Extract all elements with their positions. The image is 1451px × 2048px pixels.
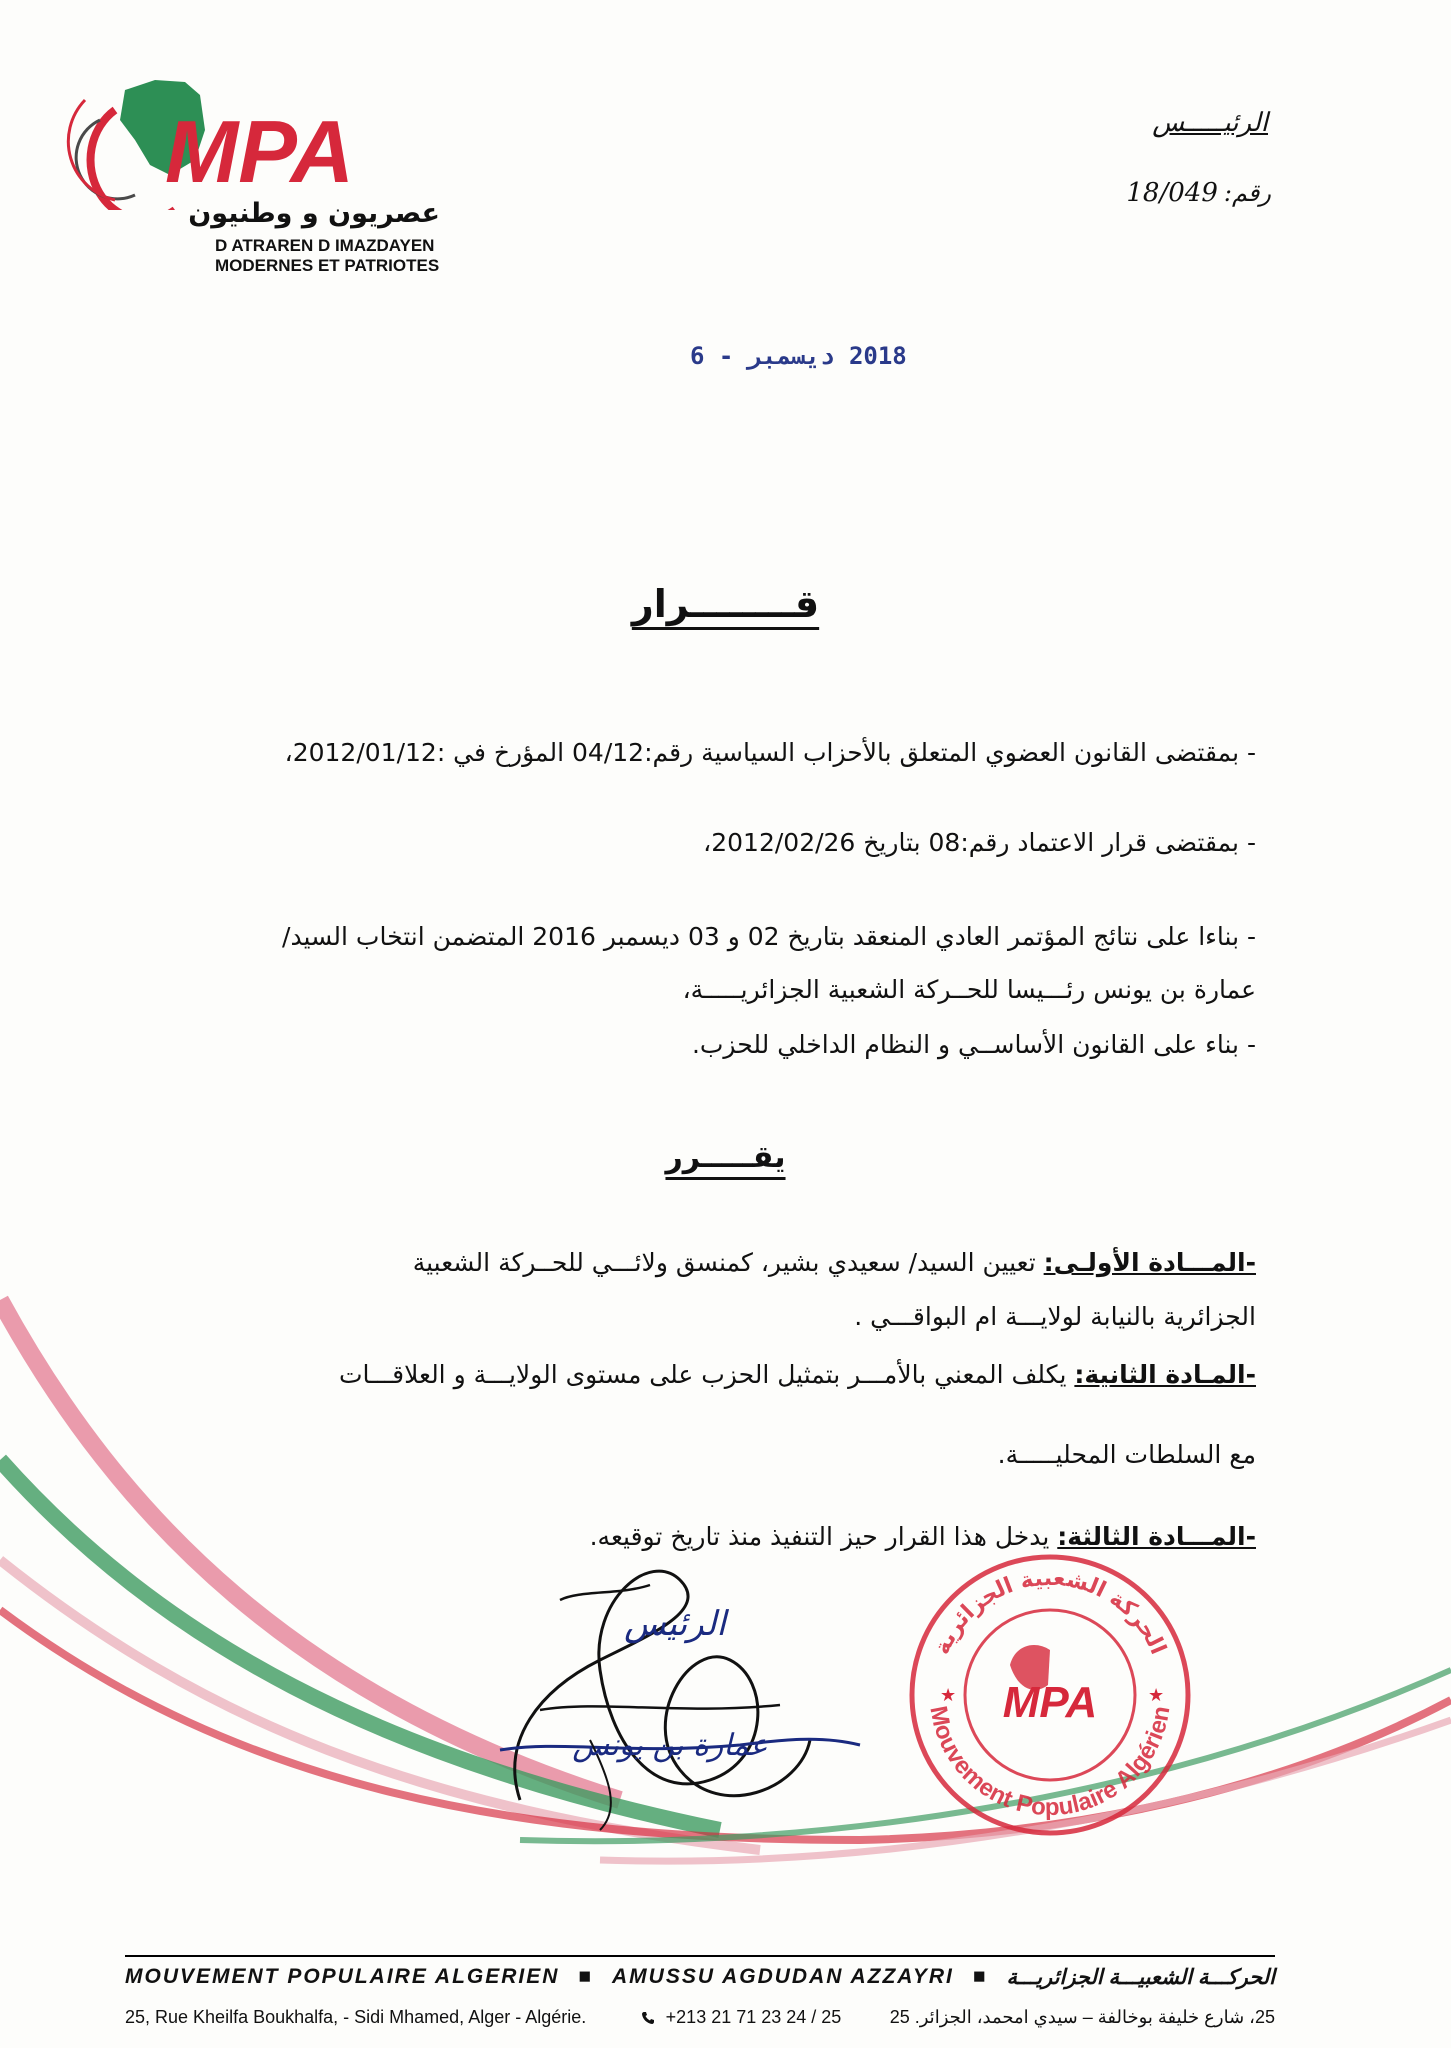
- logo-arabic-tagline: عصريون و وطنيون: [188, 198, 440, 229]
- logo-berber-tagline: D ATRAREN D IMAZDAYEN: [215, 236, 435, 255]
- signature-name: عمارة بن يونس: [572, 1728, 768, 1763]
- article-2-line-1: [216, 1360, 1256, 1389]
- official-seal: [900, 1545, 1200, 1845]
- date-stamp: 2018 ديسمبر - 6: [690, 342, 907, 370]
- handwritten-signature-icon: [480, 1540, 900, 1840]
- consideration-line: - بناءا على نتائج المؤتمر العادي المنعقد بتاريخ 02 و 03 ديسمبر 2016 المتضمن انتخاب السيد/: [282, 922, 1256, 951]
- signature-title: الرئيس: [624, 1604, 726, 1644]
- footer-name-arabic: الحركـــة الشعبيـــة الجزائريـــة: [1006, 1966, 1275, 1989]
- svg-text:الحركة الشعبية الجزائرية: الحركة الشعبية الجزائرية: [929, 1565, 1171, 1659]
- reference-block: [1126, 178, 1271, 208]
- decides-heading: يقـــــرر: [665, 1140, 786, 1175]
- article-1-line-1: [216, 1248, 1256, 1277]
- article-2-line-2: مع السلطات المحليـــــة.: [997, 1440, 1256, 1469]
- letterhead-footer: [0, 1955, 1451, 2048]
- svg-text:MPA: MPA: [1002, 1678, 1098, 1727]
- footer-party-names: [125, 1965, 1275, 1990]
- footer-separator-icon: ■: [578, 1965, 594, 1988]
- consideration-line: - بناء على القانون الأساســي و النظام الداخلي للحزب.: [691, 1030, 1256, 1059]
- footer-address-french: 25, Rue Kheilfa Boukhalfa, - Sidi Mhamed, Alger - Algérie.: [125, 2007, 587, 2027]
- president-heading: الرئيـــــس: [1152, 108, 1268, 138]
- footer-phone: [635, 2007, 842, 2028]
- footer-divider: [125, 1955, 1275, 1957]
- article-1-line-2: الجزائرية بالنيابة لولايـــة ام البواقـــي .: [854, 1302, 1256, 1331]
- footer-name-french: MOUVEMENT POPULAIRE ALGERIEN: [125, 1965, 560, 1988]
- consideration-line: - بمقتضى قرار الاعتماد رقم:08 بتاريخ 2012/02/26،: [703, 828, 1256, 857]
- document-title: قــــــــرار: [631, 582, 820, 626]
- footer-address: [125, 2007, 1275, 2028]
- article-1-text: تعيين السيد/ سعيدي بشير، كمنسق ولائـــي للحــركة الشعبية: [412, 1248, 1036, 1277]
- mpa-logo-icon: [55, 70, 455, 210]
- article-3-text: يدخل هذا القرار حيز التنفيذ منذ تاريخ توقيعه.: [589, 1522, 1050, 1551]
- footer-address-arabic: 25، شارع خليفة بوخالفة – سيدي امحمد، الجزائر. 25: [889, 2007, 1275, 2027]
- article-2-label: -المـادة الثانية:: [1074, 1360, 1256, 1389]
- svg-text:★: ★: [1148, 1685, 1165, 1706]
- footer-name-berber: AMUSSU AGDUDAN AZZAYRI: [612, 1965, 954, 1988]
- party-seal-icon: [900, 1545, 1200, 1845]
- consideration-line: عمارة بن يونس رئـــيسا للحــركة الشعبية الجزائريـــــة،: [682, 975, 1256, 1004]
- svg-text:Mouvement Populaire Algérien: Mouvement Populaire Algérien: [924, 1703, 1176, 1822]
- signature: [480, 1540, 900, 1840]
- article-3-label: -المـــادة الثالثة:: [1057, 1522, 1256, 1551]
- reference-number: 18/049: [1126, 178, 1218, 208]
- footer-separator-icon: ■: [972, 1965, 988, 1988]
- party-logo: [55, 70, 455, 290]
- logo-french-tagline: MODERNES ET PATRIOTES: [215, 256, 440, 275]
- reference-label: رقم:: [1223, 179, 1271, 207]
- phone-icon: [641, 2011, 655, 2025]
- logo-acronym: MPA: [165, 102, 355, 201]
- svg-text:★: ★: [940, 1685, 957, 1706]
- article-2-text: يكلف المعني بالأمـــر بتمثيل الحزب على مستوى الولايـــة و العلاقـــات: [339, 1360, 1067, 1389]
- footer-phone-number: +213 21 71 23 24 / 25: [665, 2007, 842, 2027]
- consideration-line: - بمقتضى القانون العضوي المتعلق بالأحزاب السياسية رقم:04/12 المؤرخ في :2012/01/12،: [284, 738, 1256, 767]
- article-1-label: -المـــادة الأولـى:: [1043, 1248, 1256, 1277]
